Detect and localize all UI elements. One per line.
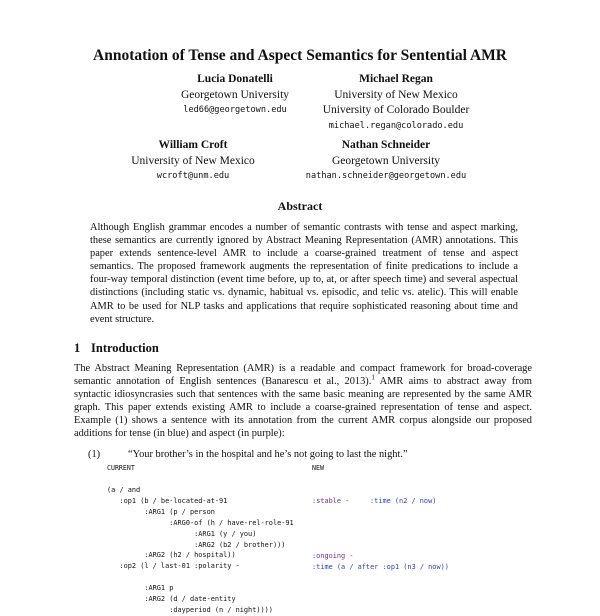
column-header-current: CURRENT xyxy=(107,464,135,472)
new-aspect-ongoing: :ongoing - xyxy=(312,552,354,560)
author-name: William Croft xyxy=(158,139,228,151)
intro-text-part1: The Abstract Meaning Representation (AMR) is a readable and compact framework for broad-coverage semantic annotation of English sentences (Banarescu et al., 2013). xyxy=(74,363,532,388)
author-affiliation-second: University of Colorado Boulder xyxy=(322,104,470,116)
new-tense-after-now: :time (a / after :op1 (n3 / now)) xyxy=(312,563,449,571)
example-sentence-line xyxy=(88,449,408,460)
section-number: 1 xyxy=(74,341,81,355)
paper-title: Annotation of Tense and Aspect Semantics for Sentential AMR xyxy=(93,47,507,64)
author-block-schneider xyxy=(256,138,516,185)
author-email: michael.regan@colorado.edu xyxy=(328,120,464,131)
author-name: Lucia Donatelli xyxy=(197,73,273,85)
example-number: (1) xyxy=(88,449,101,460)
intro-paragraph xyxy=(74,362,532,441)
footnote-marker: 1 xyxy=(371,373,375,382)
new-tense-now: :time (n2 / now) xyxy=(370,497,437,505)
abstract-text: Although English grammar encodes a number of semantic contrasts with tense and aspect marking, these semantics are currently ignored by Abstract Meaning Representation (AMR) annotations. This paper extends sentence-level AMR to include a coarse-grained treatment of tense and aspect semantics. The proposed framework augments the representation of finite predications to include a four-way temporal distinction (event time before, up to, at, or after speech time) and several aspectual distinctions (including static vs. dynamic, habitual vs. episodic, and telic vs. atelic). This will enable AMR to be used for NLP tasks and applications that require sophisticated reasoning about time and event structure. xyxy=(90,222,518,325)
author-name: Nathan Schneider xyxy=(341,139,431,151)
author-affiliation: University of New Mexico xyxy=(334,88,458,101)
intro-text-part2: AMR aims to abstract away from syntactic idiosyncrasies such that sentences with the same basic meaning are represented by the same AMR graph. This paper extends existing AMR to include a coarse-grained representation of tense and aspect. Example (1) shows a sentence with its annotation from the current AMR corpus alongside our proposed additions for tense (in blue) and aspect (in purple): xyxy=(74,376,532,440)
author-affiliation: Georgetown University xyxy=(331,154,441,167)
author-block-regan xyxy=(266,72,526,134)
section-heading xyxy=(74,341,159,356)
column-header-new: NEW xyxy=(312,464,324,472)
section-title: Introduction xyxy=(91,341,159,355)
abstract-heading: Abstract xyxy=(277,199,323,213)
example-sentence: “Your brother’s in the hospital and he’s not going to last the night.” xyxy=(128,449,408,460)
author-email: wcroft@unm.edu xyxy=(156,171,230,181)
author-affiliation: University of New Mexico xyxy=(131,154,255,167)
new-aspect-stable: :stable - xyxy=(312,497,350,505)
author-affiliation: Georgetown University xyxy=(180,88,290,101)
author-email: nathan.schneider@georgetown.edu xyxy=(305,171,467,181)
author-name: Michael Regan xyxy=(359,73,433,85)
amr-current-annotation: (a / and :op1 (b / be-located-at-91 :ARG1 (p / person :ARG0-of (h / have-rel-role-91 :ARG1 (y / you) :ARG2 (b2 / brother))) :ARG2 (h2 / hospital)) :op2 (l / last-01 :polarity - :ARG1 p :ARG2 (d / date-entity :dayperiod (n / night)))) xyxy=(107,486,294,614)
author-email: led66@georgetown.edu xyxy=(183,105,287,115)
